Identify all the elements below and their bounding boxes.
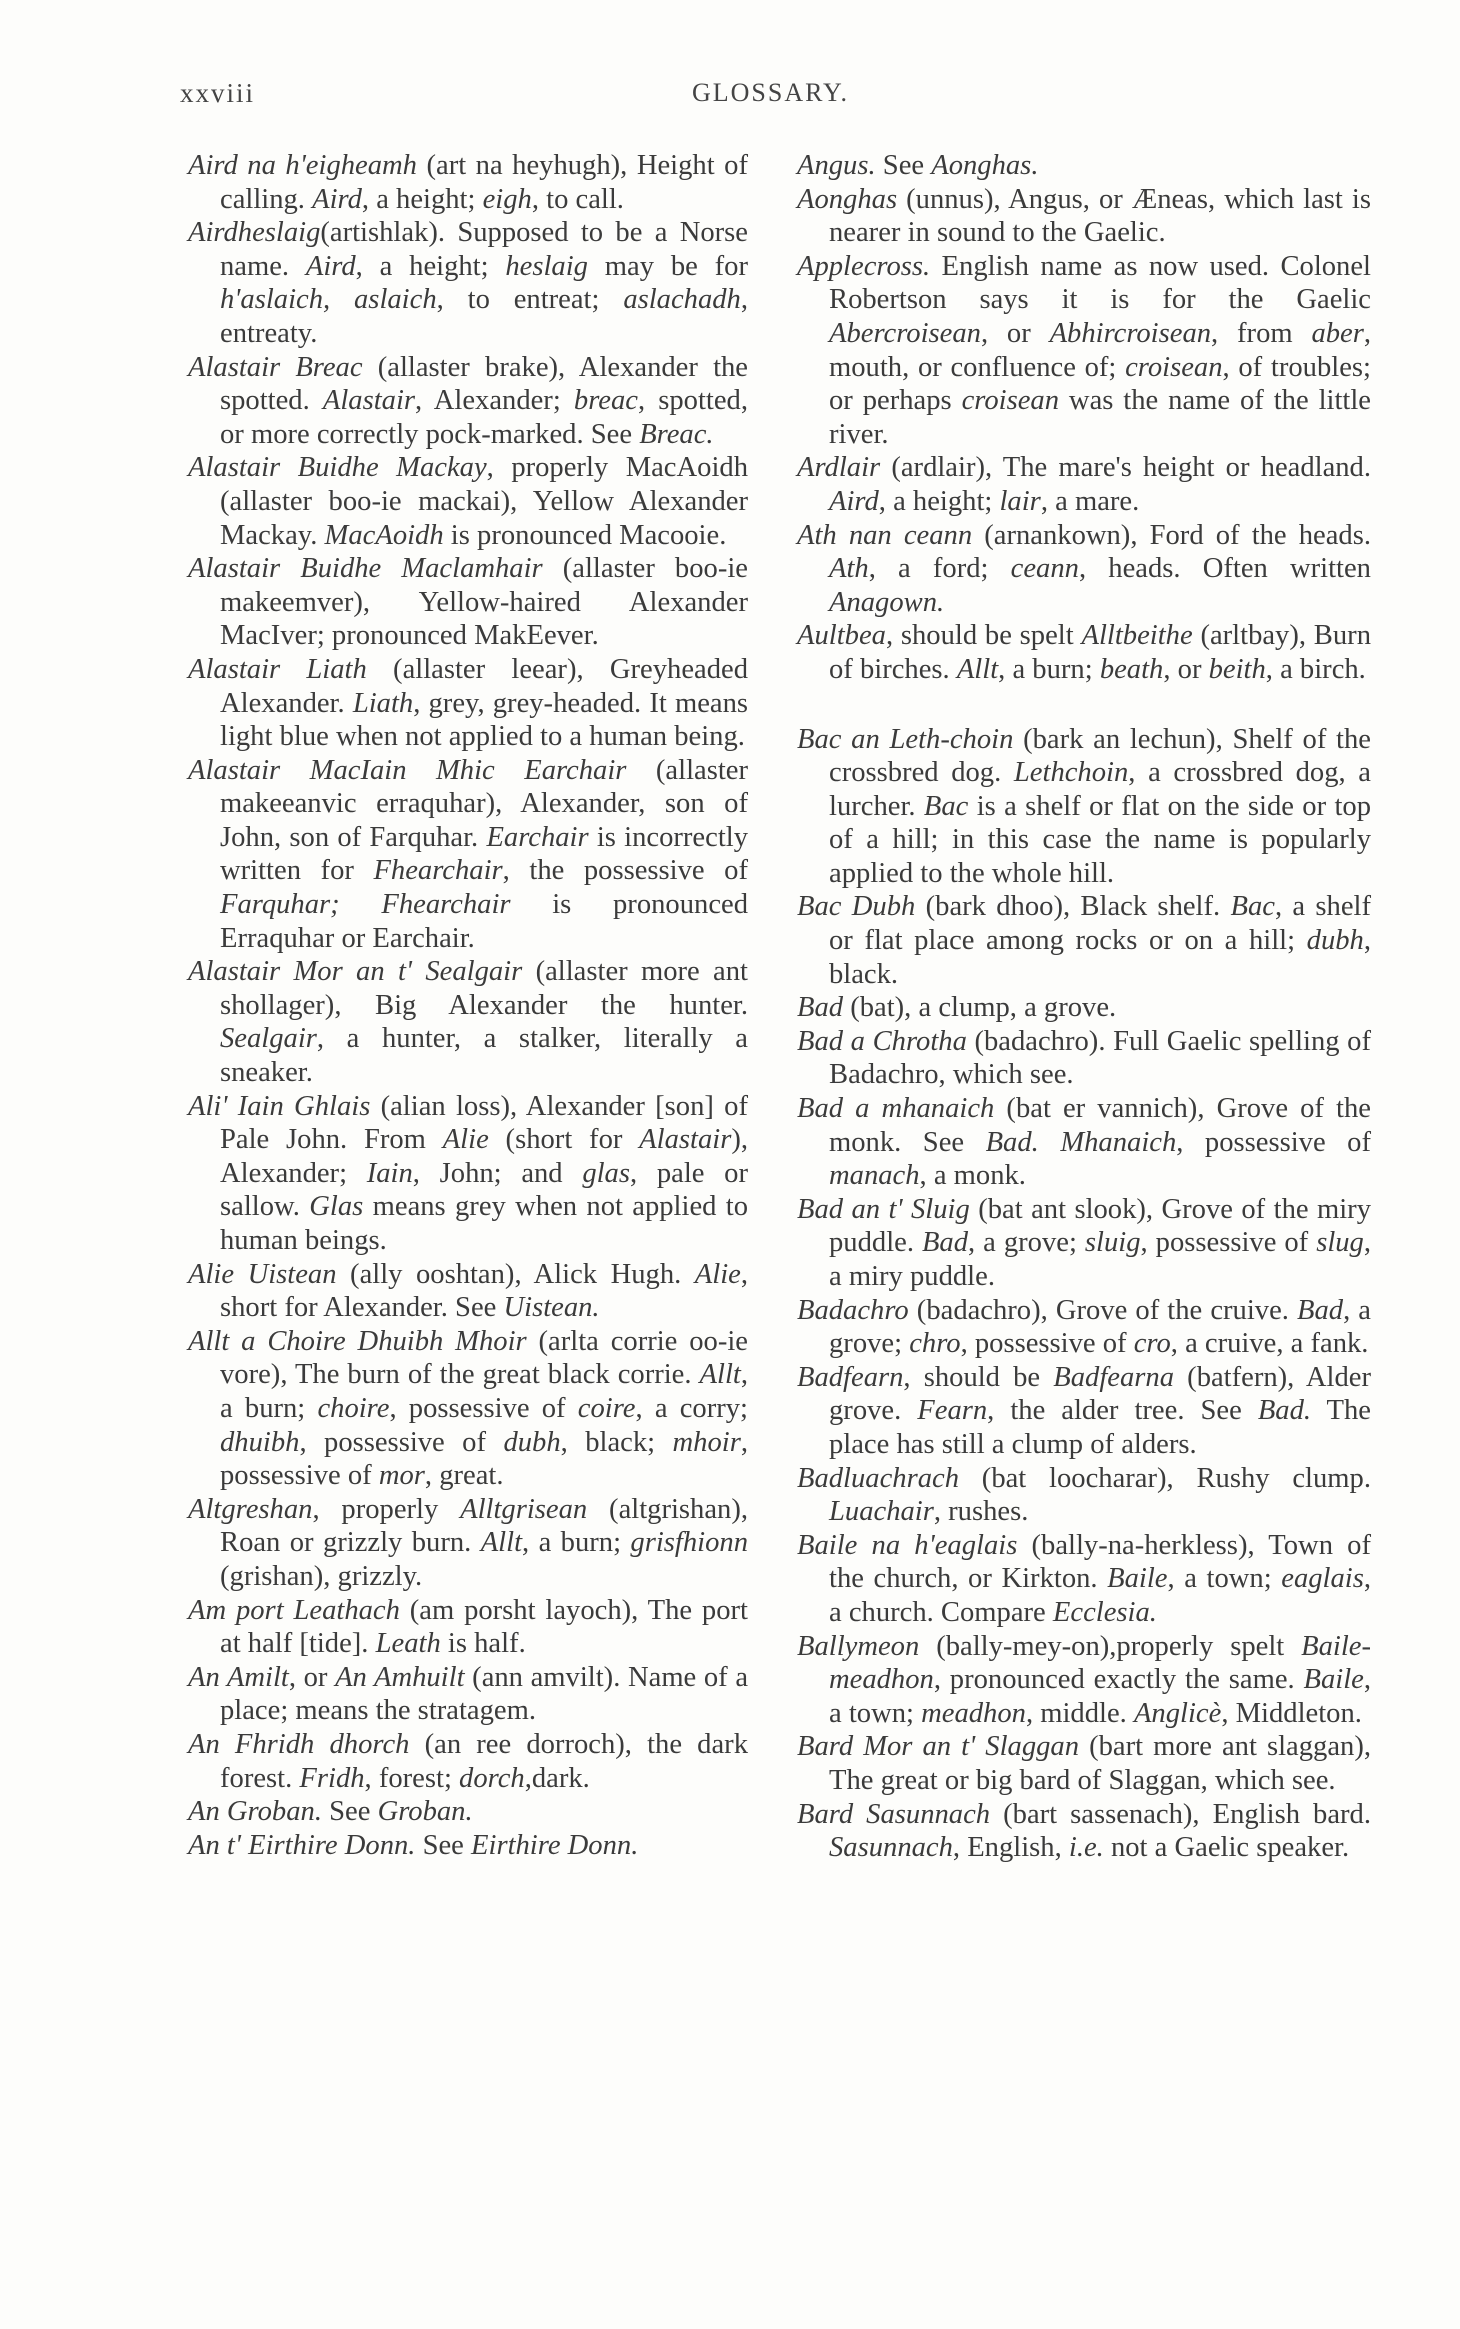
entry-term: An t' Eirthire Donn. <box>188 1829 416 1861</box>
glossary-entry <box>797 149 1371 183</box>
entry-term: Allt a Choire Dhuibh Mhoir <box>188 1325 527 1357</box>
entry-text: , or <box>1163 653 1209 685</box>
entry-term: Alastair Liath <box>188 653 367 685</box>
entry-text: (am porsht layoch), The port at half [tide]. <box>220 1594 748 1660</box>
entry-term: Alastair MacIain Mhic Earchair <box>188 754 627 786</box>
entry-text: (allaster boo-ie makeemver), Yellow-haired Alexander MacIver; pronounced MakEever. <box>220 553 748 652</box>
glossary-entry <box>188 1829 748 1863</box>
entry-term: dubh <box>503 1426 561 1458</box>
entry-term: Alie <box>694 1258 741 1290</box>
glossary-entry <box>188 1090 748 1258</box>
entry-term: Anglicè <box>1133 1697 1222 1729</box>
entry-text: is pronounced Macooie. <box>443 519 727 551</box>
glossary-entry <box>797 890 1371 991</box>
entry-term: mor <box>378 1460 425 1492</box>
entry-text: , great. <box>424 1460 504 1492</box>
entry-term: Abhircroisean <box>1049 317 1212 349</box>
entry-term: Airdheslaig <box>188 217 321 249</box>
glossary-entry <box>188 955 748 1089</box>
entry-text: , spotted, or more correctly pock-marked. See <box>220 385 748 450</box>
entry-term: beath <box>1099 653 1164 685</box>
entry-text: (arnankown), Ford of the heads. <box>972 519 1371 551</box>
glossary-entry <box>188 351 748 452</box>
entry-term: h'aslaich, aslaich <box>220 284 437 316</box>
entry-term: Alastair Breac <box>188 351 363 383</box>
entry-text: , to call. <box>531 183 624 215</box>
entry-text: (unnus), Angus, or Æneas, which last is nearer in sound to the Gaelic. <box>829 183 1371 249</box>
entry-term: Alie <box>442 1124 489 1156</box>
entry-term: Sealgair <box>220 1023 317 1055</box>
entry-text: (bally-na-herkless), Town of the church, or Kirkton. <box>829 1529 1371 1595</box>
entry-text: (arlta corrie oo-ie vore), The burn of the great black corrie. <box>220 1325 748 1391</box>
entry-term: beith <box>1208 653 1266 685</box>
entry-term: mhoir <box>672 1426 741 1458</box>
entry-term: Bard Mor an t' Slaggan <box>797 1731 1080 1763</box>
entry-text: , a height; <box>361 183 483 215</box>
entry-text: See <box>415 1829 472 1861</box>
entry-text: , a corry; <box>635 1392 748 1424</box>
entry-text: , mouth, or confluence of; <box>829 317 1372 383</box>
entry-term: Sasunnach <box>829 1832 953 1864</box>
entry-text: (bat), a clump, a grove. <box>843 992 1117 1024</box>
entry-term: Fhearchair <box>373 855 503 887</box>
entry-text: , John; and <box>412 1157 583 1189</box>
entry-text: , a town; <box>829 1664 1371 1729</box>
page-header <box>0 78 1460 118</box>
entry-term: Bad. <box>1257 1395 1312 1427</box>
entry-term: Fridh <box>299 1762 365 1794</box>
entry-text: , a cruive, a fank. <box>1170 1328 1369 1360</box>
entry-term: Badachro <box>797 1294 909 1326</box>
entry-text: (ardlair), The mare's height or headland. <box>880 452 1371 484</box>
entry-text: is half. <box>440 1628 526 1660</box>
entry-text: , rushes. <box>933 1496 1029 1528</box>
entry-text: (art na heyhugh), Height of calling. <box>220 150 748 215</box>
entry-term: Luachair <box>829 1496 934 1528</box>
entry-term: choire <box>317 1392 390 1424</box>
entry-term: An Fhridh dhorch <box>188 1728 410 1760</box>
entry-term: Bard Sasunnach <box>797 1798 991 1830</box>
entry-term: eigh <box>482 183 532 215</box>
entry-text: , Middleton. <box>1221 1697 1362 1729</box>
entry-text: (bally-mey-on),properly spelt <box>919 1630 1302 1662</box>
glossary-entry <box>188 216 748 350</box>
entry-text: , should be spelt <box>885 620 1082 652</box>
entry-term: Groban. <box>377 1796 473 1828</box>
entry-text: , a grove; <box>829 1294 1371 1360</box>
entry-term: eaglais <box>1281 1563 1364 1595</box>
glossary-entry <box>797 1462 1371 1529</box>
entry-text: means grey when not applied to human beings. <box>220 1191 749 1256</box>
entry-term: breac <box>573 385 638 417</box>
entry-text: , a shelf or flat place among rocks or on a hill; <box>829 891 1371 957</box>
entry-term: Baile <box>1107 1563 1168 1595</box>
entry-text: , a grove; <box>968 1227 1085 1259</box>
entry-term: Baile-meadhon <box>829 1630 1371 1696</box>
entry-term: Bac Dubh <box>797 891 916 923</box>
entry-text: , possessive of <box>1140 1227 1317 1259</box>
entry-text: (bat ant slook), Grove of the miry puddle. <box>829 1193 1371 1259</box>
right-column <box>797 149 1371 1865</box>
entry-text: See <box>321 1796 378 1828</box>
entry-text: See <box>875 150 932 181</box>
entry-text: , a monk. <box>919 1160 1026 1192</box>
entry-term: Aird na h'eigheamh <box>188 150 417 181</box>
entry-term: Aird <box>305 250 356 282</box>
glossary-entry <box>797 1798 1371 1865</box>
page-number: xxviii <box>180 78 256 108</box>
entry-term: Anagown. <box>829 586 945 618</box>
entry-term: Ballymeon <box>797 1630 920 1662</box>
entry-term: Angus. <box>797 150 876 181</box>
entry-term: Earchair <box>486 821 589 853</box>
glossary-entry <box>188 1325 748 1493</box>
entry-term: i.e. <box>1068 1832 1104 1864</box>
entry-text: is a shelf or flat on the side or top of a hill; in this case the name is popularly applied to the whole hill. <box>829 790 1371 889</box>
entry-term: manach <box>829 1160 920 1192</box>
entry-text: , pronounced exactly the same. <box>933 1664 1304 1696</box>
glossary-entry <box>797 1630 1371 1731</box>
entry-term: dubh <box>1306 925 1364 957</box>
entry-term: croisean <box>1125 351 1223 383</box>
entry-text: , possessive of <box>960 1328 1134 1360</box>
entry-term: Bad an t' Sluig <box>797 1193 970 1225</box>
entry-term: Glas <box>309 1191 364 1223</box>
glossary-entry <box>188 1661 748 1728</box>
entry-term: Bac an Leth-choin <box>797 723 1014 755</box>
entry-term: Bac <box>1230 891 1275 923</box>
entry-text: may be for <box>587 250 748 282</box>
entry-term: Ath nan ceann <box>797 519 973 551</box>
entry-term: An Groban. <box>188 1796 322 1828</box>
entry-term: Lethchoin <box>1013 757 1129 789</box>
entry-term: sluig <box>1084 1227 1141 1259</box>
glossary-entry <box>797 451 1371 518</box>
glossary-entry <box>188 149 748 216</box>
entry-text: (allaster makeeanvic erraquhar), Alexander, son of John, son of Farquhar. <box>220 754 748 853</box>
entry-term: Aird <box>312 183 362 215</box>
entry-term: Iain <box>366 1157 413 1189</box>
entry-text: , the alder tree. See <box>987 1395 1258 1427</box>
entry-term: Ath <box>829 553 869 585</box>
entry-text: ), Alexander; <box>220 1124 748 1189</box>
entry-term: cro <box>1133 1328 1171 1360</box>
entry-text: (artishlak). Supposed to be a Norse name. <box>220 217 748 282</box>
entry-text: , a height; <box>355 250 506 282</box>
entry-text: English name as now used. Colonel Robertson says it is for the Gaelic <box>829 250 1371 316</box>
entry-text: (grishan), grizzly. <box>220 1560 423 1592</box>
entry-text: , should be <box>903 1361 1054 1393</box>
glossary-entry <box>188 653 748 754</box>
glossary-entry <box>797 1294 1371 1361</box>
entry-text: is pronounced Erraquhar or Earchair. <box>220 889 748 954</box>
glossary-entry <box>188 552 748 653</box>
entry-term: dorch <box>459 1762 525 1794</box>
entry-term: Bad <box>921 1227 969 1259</box>
entry-text: (allaster leear), Greyheaded Alexander. <box>220 653 748 719</box>
entry-term: Bac <box>923 790 969 822</box>
entry-term: Breac. <box>639 418 714 450</box>
entry-term: Baile na h'eaglais <box>797 1529 1018 1561</box>
entry-text: (batfern), Alder grove. <box>829 1361 1372 1427</box>
entry-text: , a ford; <box>868 553 1011 585</box>
glossary-entry <box>188 754 748 956</box>
glossary-entry <box>797 1730 1371 1797</box>
entry-term: meadhon <box>921 1697 1026 1729</box>
entry-text: (badachro), Grove of the cruive. <box>908 1294 1297 1326</box>
entry-text: (bat loocharar), Rushy clump. <box>959 1462 1371 1494</box>
glossary-entry <box>797 619 1371 686</box>
entry-term: Uistean. <box>503 1292 600 1324</box>
glossary-entry <box>188 1795 748 1829</box>
glossary-entry <box>797 723 1371 891</box>
entry-term: ceann <box>1010 553 1079 585</box>
entry-term: Bad a mhanaich <box>797 1093 995 1125</box>
entry-term: heslaig <box>505 250 588 282</box>
entry-text: , from <box>1211 317 1312 349</box>
entry-text: , a crossbred dog, a lurcher. <box>829 757 1371 822</box>
glossary-entry <box>797 1529 1371 1630</box>
entry-text: , a burn; <box>220 1359 748 1424</box>
entry-term: dhuibh <box>220 1426 300 1458</box>
entry-term: Farquhar; Fhearchair <box>220 889 511 921</box>
entry-text: (alian loss), Alexander [son] of Pale John. From <box>220 1090 748 1156</box>
entry-text: (bark an lechun), Shelf of the crossbred dog. <box>829 723 1371 789</box>
entry-text: , possessive of <box>389 1392 578 1424</box>
entry-text: , black. <box>829 925 1371 990</box>
entry-text: , properly MacAoidh (allaster boo-ie mackai), Yellow Alexander Mackay. <box>220 452 748 551</box>
entry-term: Alastair <box>639 1124 732 1156</box>
entry-text: (allaster brake), Alexander the spotted. <box>220 351 748 417</box>
glossary-entry <box>188 1728 748 1795</box>
entry-text: is incorrectly written for <box>220 821 749 887</box>
entry-term: Alastair Buidhe Maclamhair <box>188 553 543 585</box>
entry-text: (arltbay), Burn of birches. <box>829 620 1371 685</box>
glossary-entry <box>797 250 1371 452</box>
entry-text: (short for <box>488 1124 640 1156</box>
entry-text: , English, <box>952 1832 1069 1864</box>
entry-term: An Amhuilt <box>335 1661 465 1693</box>
entry-text: , forest; <box>364 1762 460 1794</box>
entry-text: , a burn; <box>998 653 1100 685</box>
entry-term: Aonghas. <box>931 150 1039 181</box>
entry-term: Bad. Mhanaich <box>985 1126 1177 1158</box>
entry-term: Allt <box>956 653 999 685</box>
entry-text: , a height; <box>878 485 1000 517</box>
entry-term: glas <box>582 1157 630 1189</box>
entry-term: Leath <box>375 1628 441 1660</box>
entry-text: , to entreat; <box>436 284 624 316</box>
entry-term: MacAoidh <box>324 519 444 551</box>
entry-term: Badfearn <box>797 1361 904 1393</box>
running-head: GLOSSARY. <box>692 78 849 107</box>
entry-term: Ali' Iain Ghlais <box>188 1090 371 1122</box>
entry-text: , middle. <box>1025 1697 1134 1729</box>
entry-text: , grey, grey-headed. It means light blue when not applied to a human being. <box>220 687 748 753</box>
entry-term: Eirthire Donn. <box>471 1829 639 1861</box>
entry-text: , a birch. <box>1265 653 1366 685</box>
entry-text: , the possessive of <box>502 855 748 887</box>
entry-text: , properly <box>312 1493 461 1525</box>
entry-text: , of troubles; or perhaps <box>829 351 1371 417</box>
entry-term: Badfearna <box>1053 1361 1175 1393</box>
entry-term: Alltbeithe <box>1081 620 1193 652</box>
entry-term: Abercroisean <box>829 317 981 349</box>
entry-term: Ardlair <box>797 452 881 484</box>
entry-text: (an ree dorroch), the dark forest. <box>220 1728 748 1794</box>
glossary-entry <box>797 1361 1371 1462</box>
entry-term: Alie Uistean <box>188 1258 337 1290</box>
entry-text: , a burn; <box>522 1527 631 1559</box>
entry-text: , a hunter, a stalker, literally a sneaker. <box>220 1023 748 1089</box>
entry-text: , a miry puddle. <box>829 1227 1372 1292</box>
entry-text: , possessive of <box>220 1426 749 1492</box>
entry-term: Am port Leathach <box>188 1594 400 1626</box>
entry-text: , pale or sallow. <box>220 1157 748 1223</box>
glossary-entry <box>797 1193 1371 1294</box>
entry-term: Liath <box>352 687 414 719</box>
entry-term: An Amilt <box>188 1661 289 1693</box>
entry-term: Altgreshan <box>188 1493 313 1525</box>
left-column <box>188 149 748 1862</box>
glossary-entry <box>188 1594 748 1661</box>
entry-term: Bad <box>797 992 844 1024</box>
entry-term: Aird <box>829 485 879 517</box>
glossary-entry <box>797 991 1371 1025</box>
entry-text: (bark dhoo), Black shelf. <box>915 891 1231 923</box>
entry-term: Alltgrisean <box>460 1493 588 1525</box>
glossary-entry <box>797 1025 1371 1092</box>
entry-term: aslachadh <box>623 284 741 316</box>
entry-text: , Alexander; <box>415 385 574 417</box>
entry-term: Bad a Chrotha <box>797 1025 967 1057</box>
entry-text: , a mare. <box>1040 485 1140 517</box>
entry-text: , heads. Often written <box>1078 553 1371 585</box>
entry-text: , black; <box>560 1426 673 1458</box>
entry-term: Aultbea <box>797 620 886 652</box>
entry-term: Ecclesia. <box>1052 1596 1157 1628</box>
entry-text: (bat er vannich), Grove of the monk. See <box>829 1093 1371 1158</box>
entry-text: (ann amvilt). Name of a place; means the stratagem. <box>220 1661 749 1727</box>
entry-text: , short for Alexander. See <box>220 1258 748 1324</box>
entry-term: Badluachrach <box>797 1462 959 1494</box>
entry-term: Bad <box>1297 1294 1344 1326</box>
glossary-entry <box>188 451 748 552</box>
entry-term: Alastair <box>322 385 416 417</box>
glossary-entry <box>797 519 1371 620</box>
entry-term: Fearn <box>917 1395 988 1427</box>
entry-term: Aonghas <box>797 183 898 215</box>
glossary-entry <box>797 183 1371 250</box>
glossary-entry <box>797 1092 1371 1193</box>
entry-text: The place has still a clump of alders. <box>829 1395 1371 1460</box>
entry-term: chro <box>909 1328 961 1360</box>
entry-term: coire <box>577 1392 636 1424</box>
entry-text: (bart more ant slaggan), The great or big bard of Slaggan, which see. <box>829 1731 1371 1796</box>
entry-text: (bart sassenach), English bard. <box>990 1798 1372 1830</box>
glossary-entry <box>188 1258 748 1325</box>
entry-term: Allt <box>699 1359 741 1391</box>
entry-term: croisean <box>961 385 1059 417</box>
entry-term: Alastair Buidhe Mackay <box>188 452 487 484</box>
entry-term: slug <box>1316 1227 1364 1259</box>
entry-text: , or <box>288 1661 336 1693</box>
entry-text: , or <box>980 317 1050 349</box>
glossary-entry <box>188 1493 748 1594</box>
entry-term: lair <box>999 485 1041 517</box>
entry-term: Allt <box>480 1527 523 1559</box>
entry-term: Alastair Mor an t' Sealgair <box>188 956 523 988</box>
entry-text: , possessive of <box>1176 1126 1371 1158</box>
entry-text: (altgrishan), Roan or grizzly burn. <box>220 1493 748 1559</box>
entry-text: (allaster more ant shollager), Big Alexander the hunter. <box>220 956 748 1021</box>
entry-text: , a church. Compare <box>829 1563 1372 1628</box>
entry-text: (badachro). Full Gaelic spelling of Badachro, which see. <box>829 1025 1371 1091</box>
entry-text: ,dark. <box>524 1762 590 1794</box>
entry-term: Baile <box>1303 1664 1364 1696</box>
entry-text: , a town; <box>1167 1563 1282 1595</box>
entry-text: (ally ooshtan), Alick Hugh. <box>336 1258 695 1290</box>
entry-term: grisfhionn <box>630 1527 748 1559</box>
entry-text: not a Gaelic speaker. <box>1103 1832 1350 1864</box>
entry-term: Applecross. <box>797 250 931 282</box>
entry-text: was the name of the little river. <box>829 385 1371 450</box>
entry-text: , entreaty. <box>220 284 749 349</box>
entry-text: , possessive of <box>299 1426 504 1458</box>
entry-term: aber <box>1311 317 1364 349</box>
